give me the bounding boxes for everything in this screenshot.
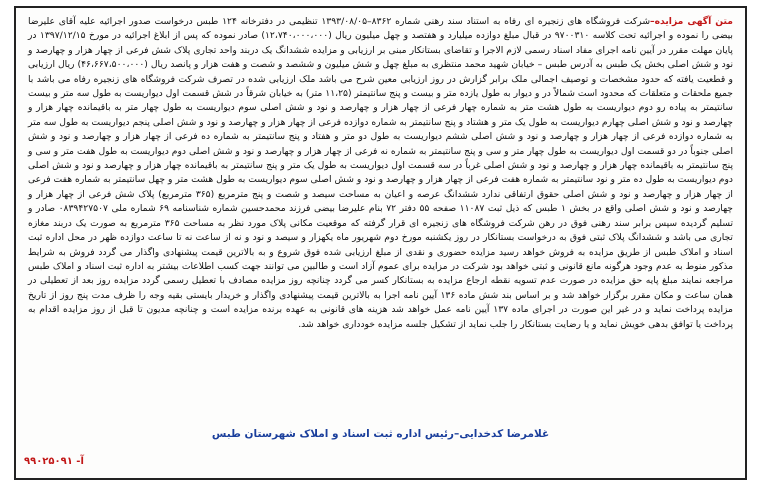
- notice-body: شرکت فروشگاه های زنجیره ای رفاه به استناد سند رهنی شماره ۸۳۶۲–۱۳۹۳/۰۸/۰۵ تنظیمی در دفترخانه ۱۲۴ طبس درخواست صدور اجرائیه علیه آقای علیرضا بیضی را نموده و اجرائیه تحت کلاسه ۹۷۰۰۳۱۰ در قبال مبلغ دوازده میلیارد و هفتصد و چهل میلیون ریال (۱۲،۷۴۰،۰۰۰،۰۰۰) صادر نموده که پس از ابلاغ اجرائیه در مورخ ۱۳۹۷/۱۲/۱۵ در پایان مهلت مقرر در آیین نامه اجرای مفاد اسناد رسمی لازم الاجرا و تقاضای بستانکار مبنی بر ارزیابی و مزایده ششدانگ یک دربند واحد تجاری پلاک شش فرعی از چهار هزار و چهارصد و نود و شش اصلی بخش یک طبس به آدرس طبس – خیابان شهید محمد منتظری به مبلغ چهل و شش میلیون و ششصد و شصت و هفت هزار و پانصد ریال (۴۶،۶۶۷،۵۰۰،۰۰۰) ریال ارزیابی و قطعیت یافته که حدود مشخصات و توصیف اجمالی ملک برابر گزارش در روز ارزیابی معین شرح می باشد ملک ارزیابی شده در تصرف شرکت فروشگاه های زنجیره رفاه می باشد با جمیع ملحقات و متعلقات که محدود است شمالاً در و دیوار به طول یازده متر و بیست و پنج سانتیمتر (۱۱،۲۵ متر) به خیابان شرقاً در شش قسمت اول دیواریست به طول سه متر و بیست سانتیمتر به پیاده رو دوم دیواریست به طول هشت متر به شماره چهار فرعی از چهار هزار و چهارصد و نود و شش اصلی سوم دیواریست به طول چهار متر به باقیمانده چهار هزار و چهارصد و نود و شش اصلی چهارم دیواریست به طول یک متر و هشتاد و پنج سانتیمتر به شماره دوازده فرعی از چهار هزار و چهارصد و نود و شش اصلی پنجم دیواریست به طول سه متر به شماره دوازده فرعی از چهار هزار و چهارصد و نود و شش اصلی ششم دیواریست به طول دو متر و هفتاد و پنج سانتیمتر به شماره ده فرعی از چهار هزار و چهارصد و نود و شش اصلی جنوباً در دو قسمت اول دیواریست به طول چهار متر و سی و پنج سانتیمتر به شماره نه فرعی از چهار هزار و چهارصد و نود و شش اصلی دوم دیواریست به طول هفت متر و سی و پنج سانتیمتر به باقیمانده چهار هزار و چهارصد و نود و شش اصلی غرباً در سه قسمت اول دیواریست به طول یک متر و پنج سانتیمتر به باقیمانده چهار هزار و چهارصد و نود و شش اصلی دوم دیواریست به طول ده متر و نود سانتیمتر به شماره هفت فرعی از چهار هزار و چهارصد و نود و شش اصلی سوم دیواریست به طول هشت متر و چهل سانتیمتر به شماره هفت فرعی از چهار هزار و چهارصد و نود و شش اصلی حقوق ارتفاقی ندارد ششدانگ عرصه و اعیان به مساحت سیصد و شصت و پنج مترمربع (۳۶۵ مترمربع) پلاک شش فرعی از چهار هزار و چهارصد و نود و شش اصلی واقع در بخش ۱ طبس که ذیل ثبت ۱۱۰۸۷ صفحه ۵۵ دفتر ۷۲ بنام علیرضا بیضی فرزند محمدحسین شماره شناسنامه ۶۹ شماره ملی ۰۸۳۹۴۲۷۵۰۷ صادر و تسلیم گردیده سپس برابر سند رهنی فوق در رهن شرکت فروشگاه های زنجیره ای قرار گرفته که موقعیت مکانی پلاک مورد نظر به مساحت ۳۶۵ مترمربع به صورت یک دربند مغازه تجاری می باشد و ششدانگ پلاک ثبتی فوق به درخواست بستانکار در روز یکشنبه مورخ دوم شهریور ماه یکهزار و سیصد و نود و نه از ساعت نه تا ساعت دوازده ظهر در محل اداره ثبت اسناد و املاک طبس از طریق مزایده به فروش خواهد رسید مزایده حضوری و نقدی از مبلغ ارزیابی شده فوق شروع و به بالاترین قیمت پیشنهادی واگذار می گردد فروش به شرایط مذکور منوط به عدم وجود هرگونه مانع قانونی و ثبتی خواهد بود شرکت در مزایده برای عموم آزاد است و طالبین می توانند جهت کسب اطلاعات بیشتر به اداره ثبت اسناد و املاک طبس مراجعه نمایند مبلغ پایه حق مزایده در صورت عدم تسویه نقطه ارجاع مزایده به بستانکار کسر می گردد چنانچه روز مزایده مصادف با تعطیل رسمی گردد مزایده روز بعد از تعطیلی در همان ساعت و مکان مقرر برگزار خواهد شد و بر اساس بند شش ماده ۱۳۶ آیین نامه اجرا به بالاترین قیمت پیشنهادی واگذار و خریدار بایستی بقیه وجه را ظرف مدت پنج روز از تاریخ مزایده پرداخت نماید و در غیر این صورت در اجرای ماده ۱۳۷ آیین نامه عمل خواهد شد هزینه های قانونی به عهده برنده مزایده است و چنانچه مدیون تا قبل از روز مزایده اقدام به پرداخت یا توافق بدهی خویش نماید و یا رضایت بستانکار را جلب نماید از تشکیل جلسه مزایده خودداری خواهد شد.: [28, 16, 734, 330]
- notice-title: متن آگهی مزایده–: [650, 16, 733, 27]
- signature-line: غلامرضا کدخدایی–رئیس اداره ثبت اسناد و املاک شهرستان طبس: [211, 428, 550, 440]
- notice-frame: [14, 6, 747, 480]
- notice-text: [16, 8, 745, 423]
- notice-code: ۹۹۰۲۵۰۹۱ -آ: [24, 456, 84, 467]
